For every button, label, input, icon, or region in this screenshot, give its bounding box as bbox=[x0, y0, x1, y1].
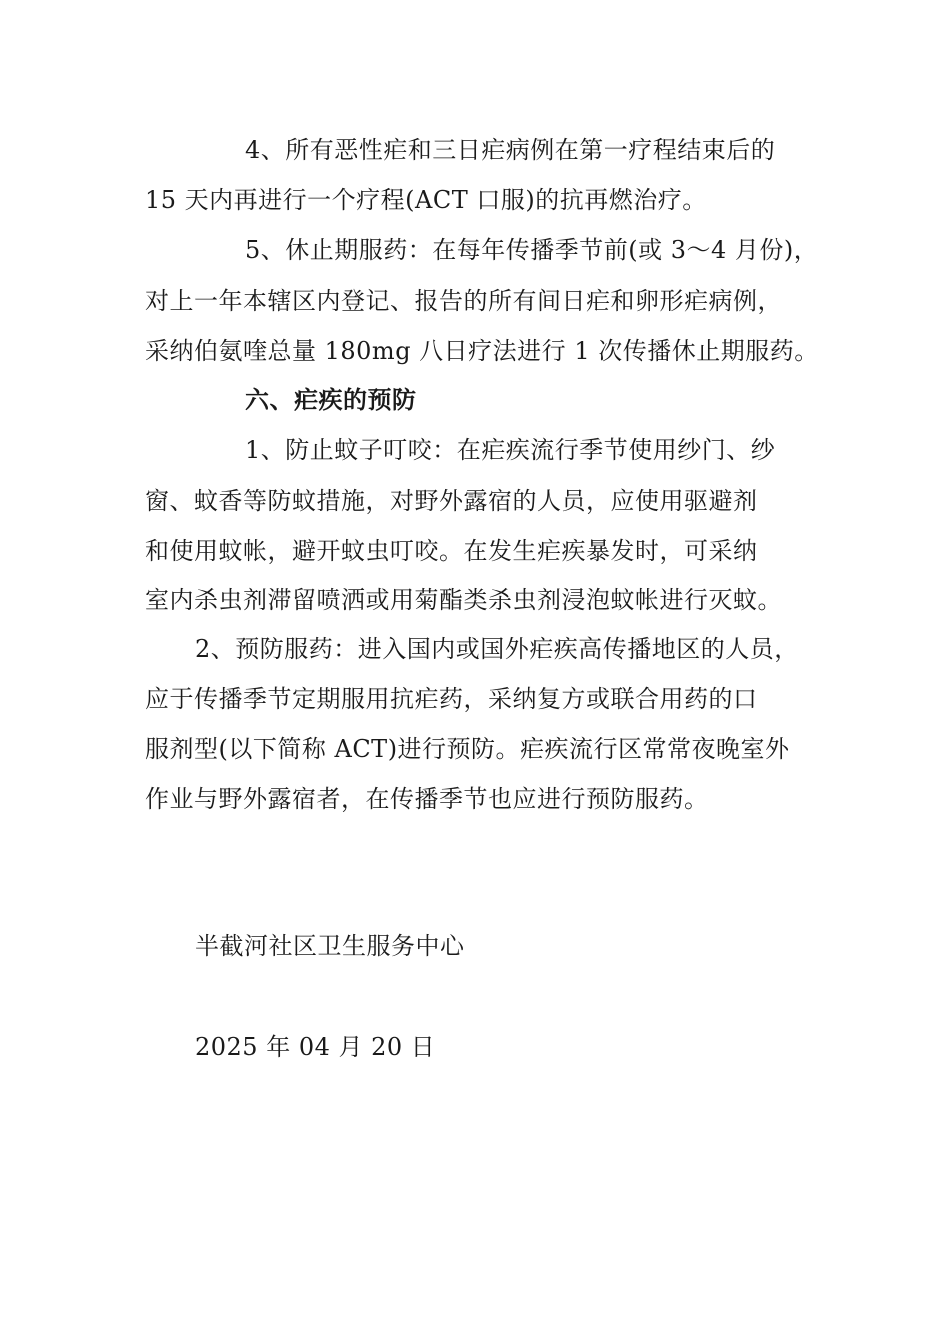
item4-line2: 15 天内再进行一个疗程(ACT 口服)的抗再燃治疗。 bbox=[145, 186, 707, 214]
signature-organization: 半截河社区卫生服务中心 bbox=[195, 932, 465, 960]
section6-item1-line4: 室内杀虫剂滞留喷洒或用菊酯类杀虫剂浸泡蚊帐进行灭蚊。 bbox=[145, 586, 782, 614]
signature-date: 2025 年 04 月 20 日 bbox=[195, 1033, 436, 1061]
section6-item1-line3: 和使用蚊帐，避开蚊虫叮咬。在发生疟疾暴发时，可采纳 bbox=[145, 537, 758, 565]
item4-line1: 4、所有恶性疟和三日疟病例在第一疗程结束后的 bbox=[245, 136, 776, 164]
section6-heading: 六、疟疾的预防 bbox=[245, 385, 417, 414]
section6-item2-line2: 应于传播季节定期服用抗疟药，采纳复方或联合用药的口 bbox=[145, 685, 758, 713]
item5-line2: 对上一年本辖区内登记、报告的所有间日疟和卵形疟病例， bbox=[145, 287, 782, 315]
item5-line1: 5、休止期服药：在每年传播季节前(或 3～4 月份)， bbox=[245, 236, 819, 264]
section6-item2-line1: 2、预防服药：进入国内或国外疟疾高传播地区的人员， bbox=[195, 635, 799, 663]
section6-item1-line1: 1、防止蚊子叮咬：在疟疾流行季节使用纱门、纱 bbox=[245, 436, 776, 464]
section6-item2-line3: 服剂型(以下简称 ACT)进行预防。疟疾流行区常常夜晚室外 bbox=[145, 735, 790, 763]
section6-item2-line4: 作业与野外露宿者，在传播季节也应进行预防服药。 bbox=[145, 785, 709, 813]
section6-item1-line2: 窗、蚊香等防蚊措施，对野外露宿的人员，应使用驱避剂 bbox=[145, 487, 758, 515]
item5-line3: 采纳伯氨喹总量 180mg 八日疗法进行 1 次传播休止期服药。 bbox=[145, 337, 819, 365]
